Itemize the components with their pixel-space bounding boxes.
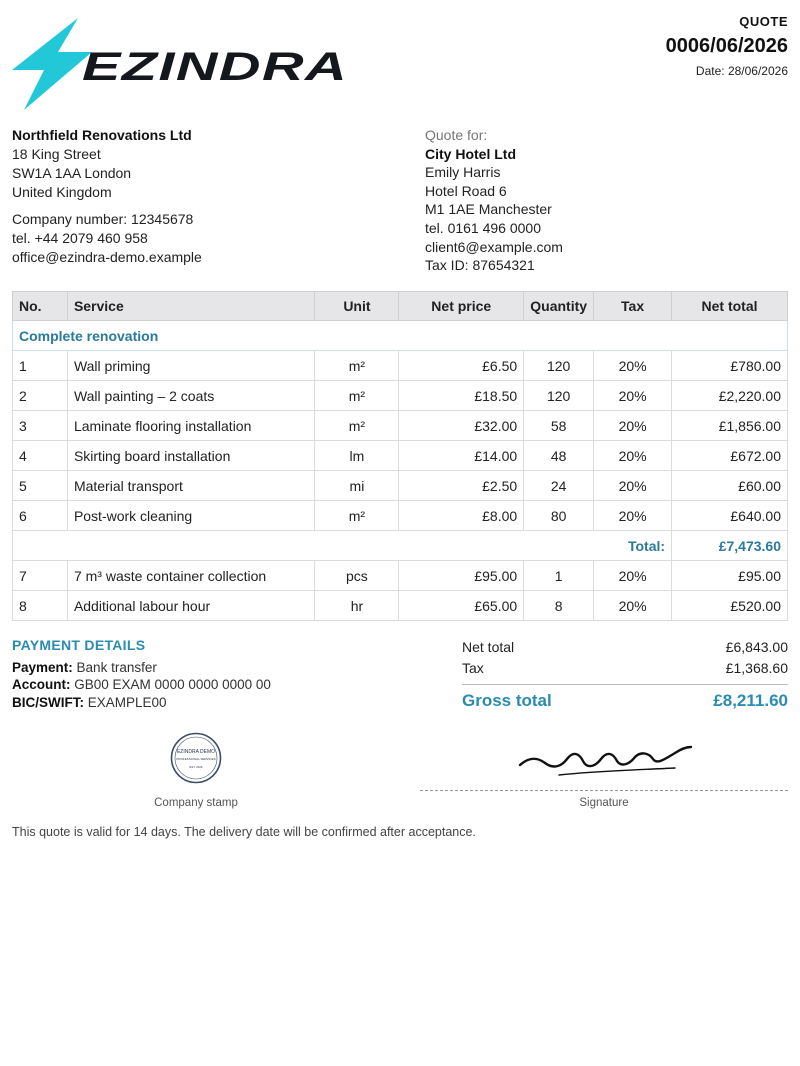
- payment-details: [12, 637, 271, 711]
- item-net-total: £640.00: [672, 501, 788, 531]
- item-number: 7: [13, 561, 68, 591]
- quote-for-label: Quote for:: [425, 127, 488, 143]
- payment-swift: EXAMPLE00: [87, 694, 167, 710]
- item-quantity: 120: [524, 381, 594, 411]
- item-quantity: 1: [524, 561, 594, 591]
- item-unit: mi: [315, 471, 399, 501]
- tax-value: £1,368.60: [725, 659, 788, 676]
- items-table: [12, 291, 788, 621]
- validity-note: This quote is valid for 14 days. The delivery date will be confirmed after acceptance.: [12, 825, 476, 839]
- seller-address-line-1: 18 King Street: [12, 146, 101, 162]
- item-net-total: £672.00: [672, 441, 788, 471]
- payment-method: Bank transfer: [76, 659, 157, 675]
- item-quantity: 24: [524, 471, 594, 501]
- stamp-text-bottom: EST. 2026: [189, 765, 203, 769]
- signature-line: [420, 790, 788, 791]
- payment-details-title: PAYMENT DETAILS: [12, 637, 146, 653]
- item-number: 6: [13, 501, 68, 531]
- item-number: 8: [13, 591, 68, 621]
- buyer-phone: tel. 0161 496 0000: [425, 219, 541, 236]
- tax-label: Tax: [462, 659, 484, 676]
- section-header-row: [13, 321, 788, 351]
- item-service: Skirting board installation: [67, 441, 315, 471]
- payment-method-label: Payment:: [12, 659, 73, 675]
- lightning-bolt-icon: [12, 18, 92, 110]
- stamp-text-mid: PROFESSIONAL SERVICES: [176, 757, 216, 761]
- table-row: [13, 591, 788, 621]
- buyer-email: client6@example.com: [425, 238, 563, 255]
- item-net-price: £95.00: [399, 561, 524, 591]
- item-quantity: 48: [524, 441, 594, 471]
- item-tax: 20%: [594, 501, 672, 531]
- buyer-tax-id: Tax ID: 87654321: [425, 257, 535, 274]
- item-service: Additional labour hour: [67, 591, 315, 621]
- item-unit: m²: [315, 381, 399, 411]
- section-total-row: [13, 531, 788, 561]
- table-row: [13, 411, 788, 441]
- item-net-total: £60.00: [672, 471, 788, 501]
- payment-swift-label: BIC/SWIFT:: [12, 694, 84, 710]
- table-row: [13, 381, 788, 411]
- item-service: Wall painting – 2 coats: [67, 381, 315, 411]
- buyer-details: [425, 126, 563, 275]
- item-unit: lm: [315, 441, 399, 471]
- item-service: Material transport: [67, 471, 315, 501]
- column-header-net-total: Net total: [672, 292, 788, 321]
- item-unit: pcs: [315, 561, 399, 591]
- section-total-value: £7,473.60: [672, 531, 788, 561]
- payment-account-label: Account:: [12, 677, 71, 692]
- item-net-total: £2,220.00: [672, 381, 788, 411]
- company-stamp: [170, 732, 222, 784]
- item-net-price: £14.00: [399, 441, 524, 471]
- payment-swift-line: [12, 694, 271, 712]
- net-total-label: Net total: [462, 638, 515, 655]
- item-net-price: £18.50: [399, 381, 524, 411]
- table-header-row: [13, 292, 788, 321]
- item-unit: hr: [315, 591, 399, 621]
- buyer-name: City Hotel Ltd: [425, 145, 516, 162]
- payment-account-line: [12, 676, 271, 694]
- item-number: 4: [13, 441, 68, 471]
- table-row: [13, 351, 788, 381]
- buyer-address-line-1: Hotel Road 6: [425, 182, 507, 199]
- payment-account: GB00 EXAM 0000 0000 0000 00: [74, 677, 271, 692]
- buyer-contact: Emily Harris: [425, 164, 501, 181]
- item-number: 5: [13, 471, 68, 501]
- payment-method-line: [12, 659, 271, 677]
- totals-summary: [462, 636, 788, 711]
- quote-header: [666, 14, 788, 78]
- table-row: [13, 471, 788, 501]
- column-header-net-price: Net price: [399, 292, 524, 321]
- item-quantity: 120: [524, 351, 594, 381]
- item-net-price: £65.00: [399, 591, 524, 621]
- signature-label: Signature: [579, 797, 629, 809]
- item-net-price: £6.50: [399, 351, 524, 381]
- column-header-quantity: Quantity: [524, 292, 594, 321]
- item-net-price: £8.00: [399, 501, 524, 531]
- net-total-row: [462, 636, 788, 657]
- item-net-price: £2.50: [399, 471, 524, 501]
- item-number: 1: [13, 351, 68, 381]
- section-total-label: Total:: [13, 531, 672, 561]
- buyer-address-line-2: M1 1AE Manchester: [425, 201, 552, 218]
- seller-company-number: Company number: 12345678: [12, 211, 194, 227]
- table-row: [13, 501, 788, 531]
- item-service: 7 m³ waste container collection: [67, 561, 315, 591]
- item-tax: 20%: [594, 471, 672, 501]
- handwritten-signature: [515, 737, 695, 779]
- quote-number: 0006/06/2026: [665, 35, 788, 57]
- item-number: 2: [13, 381, 68, 411]
- quote-date: Date: 28/06/2026: [695, 64, 788, 78]
- item-quantity: 80: [524, 501, 594, 531]
- company-logo: [12, 18, 352, 110]
- item-tax: 20%: [594, 561, 672, 591]
- column-header-number: No.: [13, 292, 68, 321]
- gross-total-row: [462, 691, 788, 711]
- seller-address-line-2: SW1A 1AA London: [12, 165, 132, 181]
- quote-label: QUOTE: [739, 14, 788, 29]
- seller-email: office@ezindra-demo.example: [12, 249, 202, 265]
- item-tax: 20%: [594, 411, 672, 441]
- item-net-total: £1,856.00: [672, 411, 788, 441]
- item-quantity: 58: [524, 411, 594, 441]
- column-header-unit: Unit: [315, 292, 399, 321]
- table-row: [13, 441, 788, 471]
- seller-country: United Kingdom: [12, 184, 112, 200]
- item-net-total: £95.00: [672, 561, 788, 591]
- seller-phone: tel. +44 2079 460 958: [12, 230, 148, 246]
- company-stamp-label: Company stamp: [154, 797, 238, 809]
- tax-row: [462, 657, 788, 678]
- item-number: 3: [13, 411, 68, 441]
- item-unit: m²: [315, 501, 399, 531]
- item-tax: 20%: [594, 591, 672, 621]
- seller-details: [12, 126, 202, 267]
- item-quantity: 8: [524, 591, 594, 621]
- item-unit: m²: [315, 351, 399, 381]
- column-header-tax: Tax: [594, 292, 672, 321]
- gross-total-value: £8,211.60: [713, 691, 788, 710]
- net-total-value: £6,843.00: [725, 638, 788, 655]
- item-net-total: £780.00: [672, 351, 788, 381]
- stamp-text-top: EZINDRA DEMO: [176, 749, 216, 755]
- item-net-total: £520.00: [672, 591, 788, 621]
- table-row: [13, 561, 788, 591]
- logo-text: EZINDRA: [82, 45, 348, 89]
- gross-total-label: Gross total: [462, 691, 552, 710]
- item-service: Wall priming: [67, 351, 315, 381]
- column-header-service: Service: [67, 292, 315, 321]
- item-unit: m²: [315, 411, 399, 441]
- item-net-price: £32.00: [399, 411, 524, 441]
- item-service: Post-work cleaning: [67, 501, 315, 531]
- item-service: Laminate flooring installation: [67, 411, 315, 441]
- item-tax: 20%: [594, 381, 672, 411]
- totals-divider: [462, 684, 788, 685]
- item-tax: 20%: [594, 351, 672, 381]
- item-tax: 20%: [594, 441, 672, 471]
- section-title: Complete renovation: [13, 321, 788, 351]
- seller-name: Northfield Renovations Ltd: [12, 127, 192, 143]
